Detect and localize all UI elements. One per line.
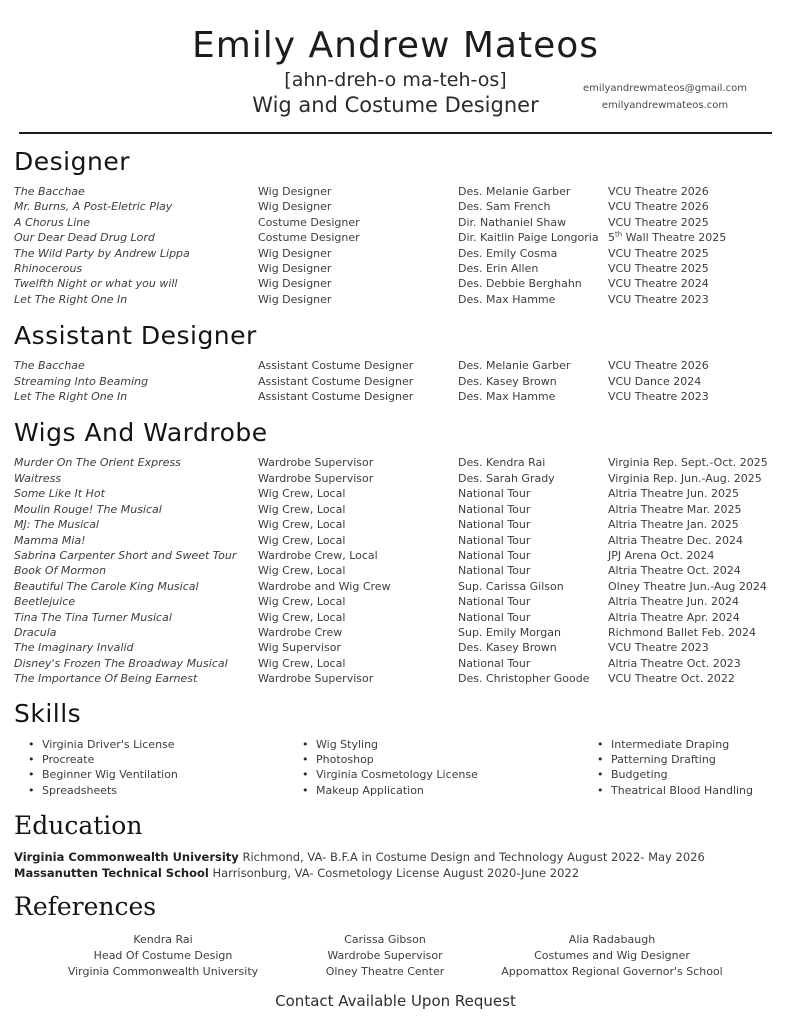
education-list: [14, 849, 791, 881]
credit-person: Des. Debbie Berghahn: [458, 277, 582, 291]
venue-date: Altria Theatre Jun. 2025: [608, 487, 739, 501]
reference-name: Alia Radabaugh: [568, 933, 656, 947]
position-held: Wig Designer: [258, 200, 332, 214]
position-held: Assistant Costume Designer: [258, 374, 414, 388]
show-title: The Bacchae: [14, 185, 85, 198]
venue-date: Altria Theatre Apr. 2024: [608, 610, 740, 624]
position-held: Wig Crew, Local: [258, 533, 346, 547]
position-held: Wardrobe and Wig Crew: [258, 579, 391, 593]
job-title: Wig and Costume Designer: [252, 93, 539, 117]
credit-row: [14, 261, 791, 276]
skills-grid: [26, 737, 791, 799]
skill-item: • Procreate: [26, 752, 300, 767]
header-divider: [19, 132, 772, 134]
show-title: Dracula: [14, 625, 57, 639]
credit-row: [14, 358, 791, 373]
credit-person: National Tour: [458, 518, 531, 532]
show-title: Mr. Burns, A Post-Eletric Play: [14, 200, 173, 214]
skill-item: • Theatrical Blood Handling: [595, 783, 791, 798]
show-title: The Wild Party by Andrew Lippa: [14, 246, 190, 260]
section-heading-designer: Designer: [14, 147, 130, 176]
venue-date: VCU Theatre 2025: [608, 262, 709, 276]
contact-website: emilyandrewmateos.com: [601, 100, 729, 111]
venue-date: Virginia Rep. Jun.-Aug. 2025: [608, 471, 762, 485]
credit-row: [14, 594, 791, 609]
reference-organization: Appomattox Regional Governor's School: [501, 965, 723, 979]
credit-person: Des. Max Hamme: [458, 292, 556, 306]
skill-item: • Patterning Drafting: [595, 752, 791, 767]
section-heading-wigs-and-wardrobe: Wigs And Wardrobe: [14, 418, 268, 448]
skill-item: • Virginia Cosmetology License: [300, 767, 595, 782]
position-held: Costume Designer: [258, 215, 360, 229]
education-entry: [14, 849, 791, 865]
show-title: The Importance Of Being Earnest: [14, 672, 198, 686]
reference-card: [40, 932, 286, 980]
skill-item: • Budgeting: [595, 767, 791, 782]
credit-person: Sup. Emily Morgan: [458, 625, 561, 639]
show-title: MJ: The Musical: [14, 518, 99, 532]
venue-date: Altria Theatre Oct. 2024: [608, 564, 741, 578]
credit-row: [14, 486, 791, 501]
credit-row: [14, 517, 791, 532]
credit-row: [14, 276, 791, 291]
venue-date: 5th Wall Theatre 2025: [608, 230, 727, 245]
education-school-name: Virginia Commonwealth University: [14, 850, 239, 865]
credit-person: National Tour: [458, 487, 531, 501]
position-held: Wig Crew, Local: [258, 610, 346, 624]
contact-availability-note: Contact Available Upon Request: [275, 992, 516, 1011]
credit-row: [14, 625, 791, 640]
position-held: Wig Designer: [258, 246, 332, 260]
credit-person: Des. Melanie Garber: [458, 185, 571, 198]
position-held: Wig Crew, Local: [258, 518, 346, 532]
credit-person: Des. Emily Cosma: [458, 246, 558, 260]
venue-date: JPJ Arena Oct. 2024: [608, 548, 715, 562]
show-title: Our Dear Dead Drug Lord: [14, 231, 155, 245]
section-heading-assistant-designer: Assistant Designer: [14, 321, 257, 351]
position-held: Wardrobe Crew, Local: [258, 548, 378, 562]
position-held: Wig Supervisor: [258, 641, 341, 655]
reference-organization: Virginia Commonwealth University: [67, 965, 259, 979]
credit-row: [14, 471, 791, 486]
venue-date: VCU Theatre 2023: [608, 292, 709, 306]
credit-row: [14, 199, 791, 214]
venue-date: VCU Theatre 2026: [608, 200, 709, 214]
skill-item: • Wig Styling: [300, 737, 595, 752]
credit-person: National Tour: [458, 564, 531, 578]
venue-date: Virginia Rep. Sept.-Oct. 2025: [608, 456, 768, 470]
credit-row: [14, 548, 791, 563]
position-held: Wardrobe Supervisor: [258, 471, 374, 485]
position-held: Assistant Costume Designer: [258, 390, 414, 404]
position-held: Wig Crew, Local: [258, 564, 346, 578]
credit-person: Des. Sarah Grady: [458, 471, 555, 485]
credit-person: National Tour: [458, 595, 531, 609]
show-title: Let The Right One In: [14, 390, 128, 404]
credit-row: [14, 292, 791, 307]
education-details: Harrisonburg, VA- Cosmetology License August 2020-June 2022: [208, 866, 580, 881]
wigs-and-wardrobe-credits-table: [14, 455, 791, 686]
credit-person: National Tour: [458, 656, 531, 670]
credit-row: [14, 533, 791, 548]
reference-name: Kendra Rai: [133, 933, 193, 947]
reference-title: Costumes and Wig Designer: [534, 949, 690, 963]
reference-card: [286, 932, 484, 980]
assistant-designer-credits-table: [14, 358, 791, 404]
venue-date: VCU Theatre 2025: [608, 246, 709, 260]
skills-column-2: [300, 737, 595, 799]
venue-date: VCU Theatre 2023: [608, 641, 709, 655]
skill-item: • Photoshop: [300, 752, 595, 767]
position-held: Wig Designer: [258, 292, 332, 306]
position-held: Wardrobe Supervisor: [258, 672, 374, 686]
contact-email: emilyandrewmateos@gmail.com: [583, 83, 747, 94]
venue-date: Altria Theatre Jan. 2025: [608, 518, 739, 532]
show-title: Some Like It Hot: [14, 487, 105, 501]
reference-name: Carissa Gibson: [344, 933, 426, 947]
credit-person: National Tour: [458, 610, 531, 624]
venue-date: VCU Theatre 2026: [608, 359, 709, 373]
education-entry: [14, 865, 791, 881]
references-grid: [40, 932, 791, 980]
credit-person: Sup. Carissa Gilson: [458, 579, 564, 593]
credit-person: Des. Sam French: [458, 200, 551, 214]
section-heading-skills: Skills: [14, 698, 82, 728]
show-title: Disney's Frozen The Broadway Musical: [14, 656, 228, 670]
venue-date: VCU Dance 2024: [608, 374, 702, 388]
credit-person: Des. Christopher Goode: [458, 672, 590, 686]
credit-person: Dir. Nathaniel Shaw: [458, 215, 567, 229]
credit-person: Des. Erin Allen: [458, 262, 539, 276]
position-held: Wig Designer: [258, 277, 332, 291]
reference-card: [484, 932, 740, 980]
venue-date: VCU Theatre 2025: [608, 215, 709, 229]
credit-person: National Tour: [458, 502, 531, 516]
credit-row: [14, 671, 791, 686]
position-held: Wig Designer: [258, 262, 332, 276]
show-title: Let The Right One In: [14, 292, 128, 306]
show-title: The Bacchae: [14, 359, 85, 373]
position-held: Costume Designer: [258, 231, 360, 245]
credit-row: [14, 610, 791, 625]
position-held: Wig Designer: [258, 185, 332, 198]
reference-title: Wardrobe Supervisor: [327, 949, 443, 963]
show-title: Beautiful The Carole King Musical: [14, 579, 199, 593]
show-title: Streaming Into Beaming: [14, 374, 149, 388]
venue-date: Richmond Ballet Feb. 2024: [608, 625, 757, 639]
skill-item: • Makeup Application: [300, 783, 595, 798]
designer-credits-table: [14, 184, 791, 307]
reference-title: Head Of Costume Design: [93, 949, 233, 963]
show-title: Tina The Tina Turner Musical: [14, 610, 172, 624]
credit-row: [14, 563, 791, 578]
page-title: Emily Andrew Mateos: [191, 25, 600, 66]
position-held: Wig Crew, Local: [258, 656, 346, 670]
venue-date: Altria Theatre Dec. 2024: [608, 533, 744, 547]
position-held: Wardrobe Supervisor: [258, 456, 374, 470]
credit-row: [14, 230, 791, 245]
venue-date: VCU Theatre 2023: [608, 390, 709, 404]
name-pronunciation: [ahn-dreh-o ma-teh-os]: [284, 69, 507, 91]
education-school-name: Massanutten Technical School: [14, 866, 209, 881]
credit-person: Des. Kendra Rai: [458, 456, 546, 470]
credit-person: National Tour: [458, 533, 531, 547]
show-title: The Imaginary Invalid: [14, 641, 134, 655]
education-details: Richmond, VA- B.F.A in Costume Design and Technology August 2022- May 2026: [238, 850, 705, 865]
credit-row: [14, 215, 791, 230]
credit-row: [14, 640, 791, 655]
position-held: Wig Crew, Local: [258, 595, 346, 609]
credit-row: [14, 656, 791, 671]
position-held: Wig Crew, Local: [258, 502, 346, 516]
section-heading-references: References: [14, 892, 157, 922]
show-title: Waitress: [14, 471, 62, 485]
venue-date: Altria Theatre Oct. 2023: [608, 656, 741, 670]
credit-row: [14, 184, 791, 199]
credit-row: [14, 246, 791, 261]
skill-item: • Spreadsheets: [26, 783, 300, 798]
credit-row: [14, 455, 791, 470]
section-heading-education: Education: [14, 811, 143, 841]
venue-date: VCU Theatre 2024: [608, 277, 709, 291]
show-title: Book Of Mormon: [14, 564, 107, 578]
contact-block: [583, 80, 747, 114]
credit-person: Des. Kasey Brown: [458, 374, 557, 388]
venue-date: VCU Theatre Oct. 2022: [608, 672, 735, 686]
credit-person: Des. Melanie Garber: [458, 359, 571, 373]
position-held: Wardrobe Crew: [258, 625, 343, 639]
show-title: Murder On The Orient Express: [14, 456, 181, 470]
show-title: A Chorus Line: [14, 215, 91, 229]
position-held: Wig Crew, Local: [258, 487, 346, 501]
credit-person: Des. Max Hamme: [458, 390, 556, 404]
reference-organization: Olney Theatre Center: [325, 965, 445, 979]
venue-date: Altria Theatre Jun. 2024: [608, 595, 739, 609]
skills-column-3: [595, 737, 791, 799]
venue-date: VCU Theatre 2026: [608, 185, 709, 198]
show-title: Moulin Rouge! The Musical: [14, 502, 162, 516]
show-title: Rhinocerous: [14, 262, 83, 276]
skills-column-1: [26, 737, 300, 799]
credit-person: National Tour: [458, 548, 531, 562]
credit-row: [14, 502, 791, 517]
header: [0, 0, 791, 118]
credit-row: [14, 374, 791, 389]
credit-row: [14, 389, 791, 404]
skill-item: • Intermediate Draping: [595, 737, 791, 752]
credit-row: [14, 579, 791, 594]
skill-item: • Virginia Driver's License: [26, 737, 300, 752]
show-title: Twelfth Night or what you will: [14, 277, 178, 291]
show-title: Beetlejuice: [14, 595, 76, 609]
position-held: Assistant Costume Designer: [258, 359, 414, 373]
venue-date: Altria Theatre Mar. 2025: [608, 502, 742, 516]
show-title: Mamma Mia!: [14, 533, 86, 547]
venue-date: Olney Theatre Jun.-Aug 2024: [608, 579, 767, 593]
skill-item: • Beginner Wig Ventilation: [26, 767, 300, 782]
credit-person: Dir. Kaitlin Paige Longoria: [458, 231, 599, 245]
credit-person: Des. Kasey Brown: [458, 641, 557, 655]
show-title: Sabrina Carpenter Short and Sweet Tour: [14, 548, 237, 562]
